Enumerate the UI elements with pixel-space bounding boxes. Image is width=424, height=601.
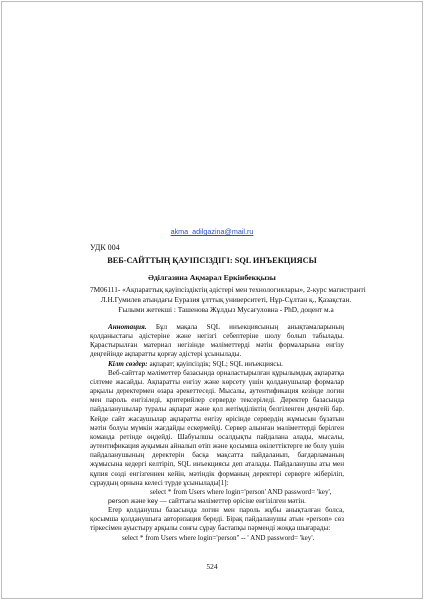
paper-title: ВЕБ-САЙТТЫҢ ҚАУІПСІЗДІГІ: SQL ИНЪЕКЦИЯСЫ — [107, 256, 317, 265]
author-name: Әділгазина Ақмарал Еркінбекқызы — [148, 273, 276, 282]
affiliation-supervisor: Ғылыми жетекші : Ташенова Жұлдыз Мусағуловна - PhD, доцент м.а — [118, 305, 334, 314]
body-paragraph-2: Егер қолданушы базасында логин мен пароль жұбы анықталған болса, қосымша қолданушыға авторизация береді. Бірақ пайдаланушы атын «person» сөз тіркесімен ауыстыру арқылы сонғы сұрау бастапқы пәрменді жоққа шығарады: — [90, 506, 344, 533]
keywords-paragraph — [90, 360, 344, 369]
term-key: key — [147, 497, 158, 505]
page-number: 524 — [206, 562, 218, 571]
udk-code: УДК 004 — [90, 243, 120, 252]
paper-page — [1, 1, 423, 599]
affiliation-program: 7М06111- «Ақпараттық қауіпсіздіктің әдістері мен технологиялары», 2-курс магистранті — [90, 285, 366, 294]
abstract-paragraph — [90, 323, 344, 360]
author-email[interactable]: akma_adilgazina@mail.ru — [170, 227, 254, 236]
paper-body — [90, 323, 344, 543]
sql-query-1: select * from Users where login='person' AND password= 'key', — [150, 487, 332, 496]
body-paragraph-1: Веб-сайттар мәліметтер базасында орналастырылған құрылымдық ақпаратқа сілтеме жасайды. Ақпаратты енгізу және көрсету үшін қолданушылар формалар арқылы деректермен өзара әрекеттеседі. Мысалы, аутентификация кезінде логин мен пароль енгізіледі, критерийлер серверде тексеріледі. Деректер базасында пайдаланушылар туралы ақпарат және қол жетімділіктің белгіленген деңгейі бар. Кейде сайт жасаушылар ақпаратты енгізу өрісінде сервердің жұмысын бұзатын мәтін болуы мүмкін жағдайды ескермейді. Сервер алынған мәліметтерді берілген команда ретінде өңдейді. Шабуылшы осалдықты пайдалана алады, мысалы, аутентификация ауқымын айналып өтіп және қосымша өкілеттіктерге ие болу үшін пайдаланушының деректерін басқа мақсатта пайдаланып, бағдарламаның жұмысына кедергі келтіріп, SQL инъекциясы деп аталады. Пайдаланушы аты мен құпия сөзді енгізгеннен кейін, мәтіндік форманың деректері серверге жіберіліп, сұраудың орнына келесі түрде ұсынылады[1]: — [90, 368, 344, 487]
abstract-label: Аннотация. — [108, 323, 147, 331]
sql-query-2: select * from Users where login='person'' -- ' AND password= 'key'. — [122, 533, 315, 542]
query-explanation — [90, 497, 344, 506]
affiliation-university: Л.Н.Гумилев атындағы Еуразия ұлттық университеті, Нұр-Сұлтан қ., Қазақстан. — [100, 295, 352, 304]
term-person: person — [108, 497, 129, 505]
keywords-label: Кілт сөздер: — [108, 359, 148, 368]
abstract-text: Бұл мақала SQL инъекциясының анықтамаларының қолданыстағы әдістеріне және негізгі себептеріне шолу болып табылады. Қарастырылған материал негізінде мәліметтерді мәтін формаларына енгізу деңгейінде ақпаратты қорғау әдістері ұсынылады. — [90, 323, 344, 359]
explanation-text: — сайттағы мәліметтер өрісіне енгізілген мәтін. — [157, 496, 306, 505]
term-and: және — [128, 496, 148, 505]
keywords-text: ақпарат; қауіпсіздік; SQL; SQL инъекциясы. — [147, 359, 283, 368]
